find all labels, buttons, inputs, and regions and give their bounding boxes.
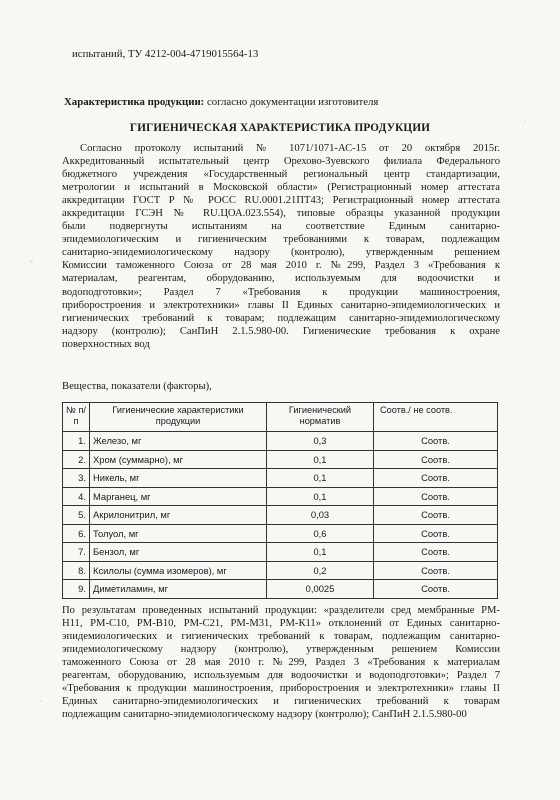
header-norm: Гигиенический норматив bbox=[267, 403, 374, 432]
paragraph-line: приборостроения и электротехники» главы II Единых санитарно-эпидемиологических и bbox=[62, 299, 500, 311]
table-row bbox=[63, 487, 498, 506]
row-norm: 0,3 bbox=[267, 432, 374, 451]
header-num: № п/п bbox=[63, 403, 90, 432]
paragraph-line: Согласно протоколу испытаний № 1071/1071-АС-15 от 20 октября 2015г. bbox=[80, 143, 500, 154]
test-protocol-paragraph bbox=[62, 142, 500, 351]
paragraph-line: эпидемиологическим и гигиеническим требованиями к товарам, подлежащим bbox=[62, 234, 500, 246]
table-row bbox=[63, 580, 498, 599]
paragraph-line: Аккредитованный испытательный центр Орехово-Зуевского филиала Федерального bbox=[62, 156, 500, 168]
product-characteristic bbox=[64, 96, 378, 109]
characteristic-value: согласно документации изготовителя bbox=[204, 96, 379, 108]
table-row bbox=[63, 506, 498, 525]
row-norm: 0,1 bbox=[267, 487, 374, 506]
row-name: Железо, мг bbox=[90, 432, 267, 451]
row-name: Диметиламин, мг bbox=[90, 580, 267, 599]
hygiene-table bbox=[62, 402, 498, 599]
paragraph-line: бюджетного учреждения «Государственный региональный центр стандартизации, bbox=[62, 169, 500, 181]
scan-speck bbox=[40, 700, 42, 702]
substances-label: Вещества, показатели (факторы), bbox=[62, 381, 212, 392]
table-row bbox=[63, 561, 498, 580]
row-norm: 0,1 bbox=[267, 543, 374, 562]
row-name: Толуол, мг bbox=[90, 524, 267, 543]
paragraph-line: поверхностных вод bbox=[62, 338, 150, 350]
row-name: Акрилонитрил, мг bbox=[90, 506, 267, 525]
row-conformity: Соотв. bbox=[374, 506, 498, 525]
row-conformity: Соотв. bbox=[374, 450, 498, 469]
paragraph-line: надзору (контролю); СанПиН 2.1.5.980-00. Гигиенические требования к охране bbox=[62, 325, 500, 337]
row-norm: 0,1 bbox=[267, 450, 374, 469]
row-num: 3. bbox=[63, 469, 90, 488]
row-name: Марганец, мг bbox=[90, 487, 267, 506]
row-norm: 0,0025 bbox=[267, 580, 374, 599]
row-num: 2. bbox=[63, 450, 90, 469]
row-num: 7. bbox=[63, 543, 90, 562]
paragraph-line: гигиенических требований к товарам; подлежащим санитарно-эпидемиологическому bbox=[62, 312, 500, 324]
row-name: Хром (суммарно), мг bbox=[90, 450, 267, 469]
row-name: Никель, мг bbox=[90, 469, 267, 488]
section-heading: ГИГИЕНИЧЕСКАЯ ХАРАКТЕРИСТИКА ПРОДУКЦИИ bbox=[129, 122, 431, 134]
paragraph-line: Комиссии таможенного Союза от 28 мая 2010 г. №299, Раздел 3 «Требования к bbox=[62, 260, 500, 272]
paragraph-line: Единых санитарно-эпидемиологических и гигиенических требований к товарам bbox=[62, 696, 500, 708]
row-num: 5. bbox=[63, 506, 90, 525]
row-norm: 0,1 bbox=[267, 469, 374, 488]
row-conformity: Соотв. bbox=[374, 580, 498, 599]
characteristic-label: Характеристика продукции: bbox=[64, 96, 205, 108]
paragraph-line: санитарно-эпидемиологическому надзору (контролю), утвержденным решением bbox=[62, 247, 500, 259]
paragraph-line: эпидемиологических и гигиенических требований к товарам, подлежащим санитарно- bbox=[62, 631, 500, 643]
row-norm: 0,6 bbox=[267, 524, 374, 543]
row-name: Бензол, мг bbox=[90, 543, 267, 562]
table-row bbox=[63, 450, 498, 469]
row-num: 9. bbox=[63, 580, 90, 599]
table-row bbox=[63, 469, 498, 488]
paragraph-line: подлежащим санитарно-эпидемиологическому надзору (контролю); СанПиН 2.1.5.980-00 bbox=[62, 709, 467, 721]
row-conformity: Соотв. bbox=[374, 432, 498, 451]
row-norm: 0,2 bbox=[267, 561, 374, 580]
table-row bbox=[63, 524, 498, 543]
row-name: Ксилолы (сумма изомеров), мг bbox=[90, 561, 267, 580]
table-row bbox=[63, 432, 498, 451]
table-row bbox=[63, 543, 498, 562]
paragraph-line: По результатам проведенных испытаний продукции: «разделители сред мембранные РМ- bbox=[62, 605, 500, 616]
header-name: Гигиенические характеристики продукции bbox=[90, 403, 267, 432]
paragraph-line: водоподготовки»; Раздел 7 «Требования к продукции машиностроения, bbox=[62, 286, 500, 298]
scan-speck bbox=[524, 120, 526, 122]
document-reference: испытаний, ТУ 4212-004-4719015564-13 bbox=[72, 48, 259, 60]
row-num: 4. bbox=[63, 487, 90, 506]
row-conformity: Соотв. bbox=[374, 487, 498, 506]
paragraph-line: Н11, РМ-С10, РМ-В10, РМ-С21, РМ-М31, РМ-К11» отклонений от Единых санитарно- bbox=[62, 618, 500, 630]
row-conformity: Соотв. bbox=[374, 469, 498, 488]
paragraph-line: метрологии и испытаний в Московской области» (Регистрационный номер аттестата bbox=[62, 182, 500, 194]
row-norm: 0,03 bbox=[267, 506, 374, 525]
paragraph-line: аккредитации ГСЭН № RU.ЦОА.023.554), типовые образцы указанной продукции bbox=[62, 208, 500, 220]
paragraph-line: реагентам, оборудованию, используемым для водоочистки и водоподготовки»; Раздел 7 bbox=[62, 670, 500, 682]
paragraph-line: «Требования к продукции машиностроения, приборостроения и электротехники» главы II bbox=[62, 683, 500, 695]
row-num: 1. bbox=[63, 432, 90, 451]
header-conformity: Соотв./ не соотв. bbox=[374, 403, 498, 432]
table-header-row bbox=[63, 403, 498, 432]
scan-speck bbox=[30, 260, 33, 263]
row-num: 6. bbox=[63, 524, 90, 543]
results-paragraph bbox=[62, 604, 500, 721]
row-conformity: Соотв. bbox=[374, 524, 498, 543]
paragraph-line: таможенного Союза от 28 мая 2010 г. №299, Раздел 3 «Требования к материалам bbox=[62, 657, 500, 669]
paragraph-line: аккредитации ГОСТ Р № РОСС RU.0001.21ПТ43; Регистрационный номер аттестата bbox=[62, 195, 500, 207]
row-conformity: Соотв. bbox=[374, 561, 498, 580]
row-num: 8. bbox=[63, 561, 90, 580]
row-conformity: Соотв. bbox=[374, 543, 498, 562]
paragraph-line: материалам, реагентам, оборудованию, используемым для водоочистки и bbox=[62, 273, 500, 285]
paragraph-line: были подвергнуты испытаниям на соответствие Единым санитарно- bbox=[62, 221, 500, 233]
paragraph-line: эпидемиологическому надзору (контролю), утвержденным решением Комиссии bbox=[62, 644, 500, 656]
